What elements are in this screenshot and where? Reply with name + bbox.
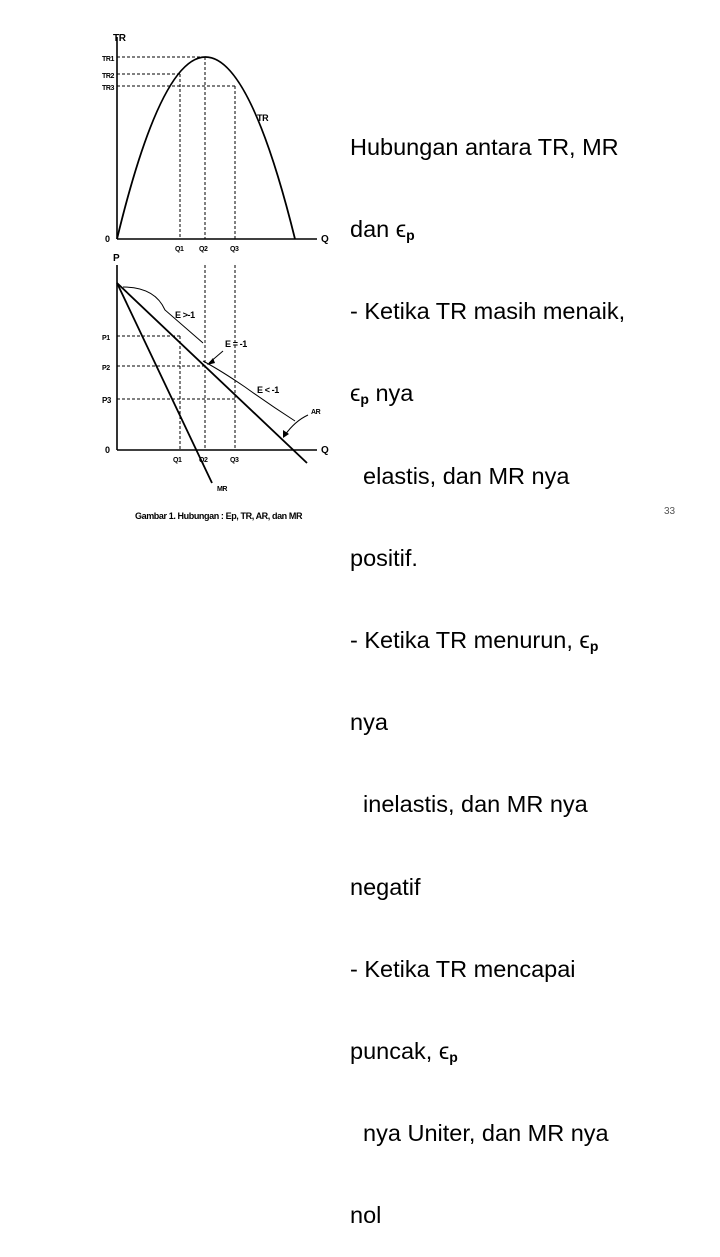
p-origin-label: 0 <box>105 445 110 455</box>
epsilon-subscript: p <box>589 638 599 655</box>
text-line: nya <box>350 709 388 736</box>
text-line: nya Uniter, dan MR nya <box>350 1120 609 1147</box>
ar-label: AR <box>311 409 321 416</box>
text-line: Hubungan antara TR, MR <box>350 133 619 160</box>
p-tick-q1: Q1 <box>173 457 182 464</box>
epsilon-subscript: p <box>449 1049 458 1066</box>
tr-curve <box>117 57 295 239</box>
p-guides <box>117 265 235 450</box>
text-line: - Ketika TR masih menaik, <box>350 298 626 325</box>
text-fragment: ϵ <box>350 380 361 407</box>
tr-origin-label: 0 <box>105 234 110 244</box>
inelastic-bracket <box>203 361 295 421</box>
tr-tick-tr2: TR2 <box>102 73 115 80</box>
tr-tick-q3: Q3 <box>230 246 239 253</box>
tr-tick-q1: Q1 <box>175 246 184 253</box>
text-line <box>350 380 680 407</box>
epsilon-subscript: p <box>360 391 369 408</box>
ar-line <box>117 283 307 463</box>
mr-line <box>117 283 212 483</box>
tr-y-axis-label: TR <box>113 33 126 44</box>
text-line: negatif <box>350 873 421 900</box>
price-chart <box>102 253 329 493</box>
figure-svg <box>95 25 340 525</box>
mr-label: MR <box>217 486 228 493</box>
text-line <box>350 627 680 654</box>
tr-guides <box>117 57 235 239</box>
p-tick-p1: P1 <box>102 335 110 342</box>
text-fragment: puncak, ϵ <box>350 1038 450 1065</box>
tr-chart <box>102 33 329 253</box>
text-line: inelastis, dan MR nya <box>350 791 588 818</box>
tr-tick-tr3: TR3 <box>102 85 115 92</box>
text-fragment: - Ketika TR menurun, ϵ <box>350 627 590 654</box>
inelastic-label: E < -1 <box>257 385 279 395</box>
text-line: positif. <box>350 544 418 571</box>
figure-caption: Gambar 1. Hubungan : Ep, TR, AR, dan MR <box>135 511 303 521</box>
text-line: nol <box>350 1202 382 1229</box>
p-tick-p2: P2 <box>102 365 110 372</box>
text-line: - Ketika TR mencapai <box>350 955 576 982</box>
p-tick-p3: P3 <box>102 396 111 405</box>
text-line <box>350 216 680 243</box>
economics-figure <box>95 25 340 525</box>
ar-arrow <box>285 415 308 435</box>
text-fragment: nya <box>368 380 414 407</box>
p-y-axis-label: P <box>113 253 120 264</box>
page-number: 33 <box>664 506 676 517</box>
tr-curve-label: TR <box>257 113 269 123</box>
p-x-axis-label: Q <box>321 445 329 456</box>
p-tick-q3: Q3 <box>230 457 239 464</box>
unitary-label: E = -1 <box>225 339 247 349</box>
tr-x-axis-label: Q <box>321 234 329 245</box>
p-tick-q2: Q2 <box>199 457 208 464</box>
text-line <box>350 1038 680 1065</box>
elastic-label: E >-1 <box>175 310 195 320</box>
epsilon-subscript: p <box>406 227 415 244</box>
tr-tick-tr1: TR1 <box>102 56 115 63</box>
slide-body-text <box>350 79 680 1257</box>
text-line: elastis, dan MR nya <box>350 462 570 489</box>
tr-tick-q2: Q2 <box>199 246 208 253</box>
text-fragment: dan ϵ <box>350 216 407 243</box>
